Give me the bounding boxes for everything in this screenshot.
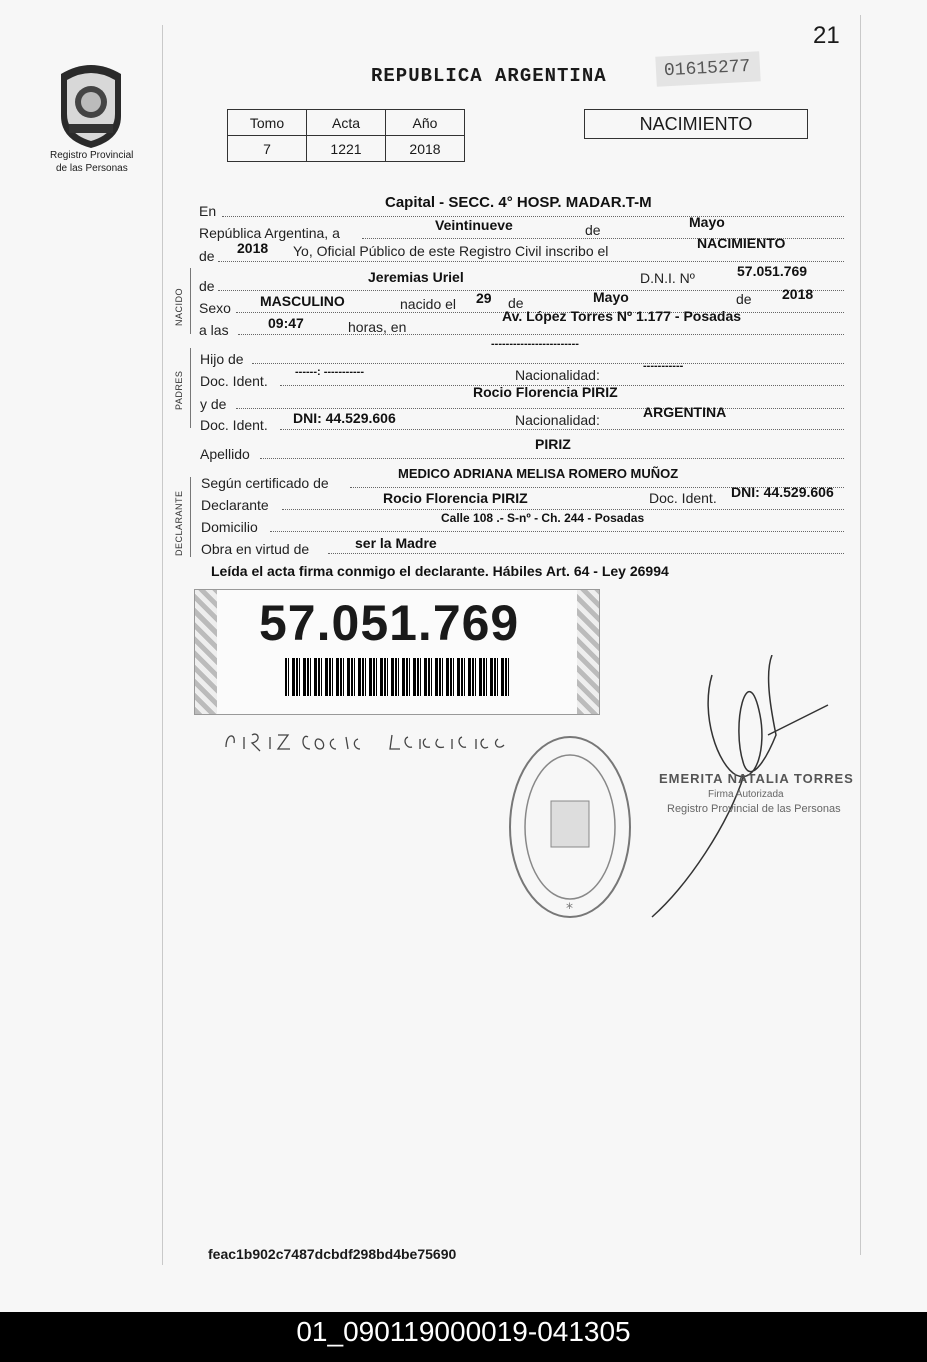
document-hash: feac1b902c7487dcbdf298bd4be75690 <box>208 1246 457 1262</box>
declarante-side-label: DECLARANTE <box>174 490 184 556</box>
nacido-el-label: nacido el <box>400 296 457 312</box>
day-value: Veintinueve <box>435 217 513 233</box>
declarante-doc: DNI: 44.529.606 <box>731 484 834 500</box>
certificado-label: Según certificado de <box>201 475 329 491</box>
obra-value: ser la Madre <box>355 535 437 551</box>
acta-header: Acta <box>307 110 386 136</box>
mother-name: Rocio Florencia PIRIZ <box>473 384 618 400</box>
right-margin-line <box>860 15 861 1255</box>
serial-stamp <box>655 51 760 86</box>
child-name: Jeremias Uriel <box>368 269 464 285</box>
de-label-2: de <box>508 295 524 311</box>
mother-nationality: ARGENTINA <box>643 404 727 420</box>
birth-time: 09:47 <box>268 315 304 331</box>
declarante-name: Rocio Florencia PIRIZ <box>383 490 528 506</box>
doc-ident-label: Doc. Ident. <box>200 373 268 389</box>
de-label: de <box>585 222 601 238</box>
domicilio-label: Domicilio <box>201 519 258 535</box>
official-name: EMERITA NATALIA TORRES <box>659 771 854 786</box>
misiones-logo <box>55 60 127 155</box>
sexo-value: MASCULINO <box>260 293 345 309</box>
father-doc: ------: ----------- <box>295 366 364 378</box>
signature <box>648 655 832 920</box>
book-table <box>227 109 465 162</box>
nacido-side-label: NACIDO <box>174 287 184 326</box>
certificado-value: MEDICO ADRIANA MELISA ROMERO MUÑOZ <box>398 466 679 481</box>
padres-side-label: PADRES <box>174 370 184 410</box>
left-margin-line <box>162 25 163 1265</box>
hijo-label: Hijo de <box>200 351 244 367</box>
yde-label: y de <box>200 396 227 412</box>
anio-value: 2018 <box>386 136 465 162</box>
oficial-text: Yo, Oficial Público de este Registro Civil inscribo el <box>293 243 609 259</box>
closing-statement: Leída el acta firma conmigo el declarante. Hábiles Art. 64 - Ley 26994 <box>211 563 669 579</box>
barcode <box>285 658 509 696</box>
birth-place: Av. López Torres Nº 1.177 - Posadas <box>502 308 742 324</box>
horas-label: horas, en <box>348 319 407 335</box>
en-label: En <box>199 203 217 219</box>
month-value: Mayo <box>689 214 725 230</box>
svg-text:*: * <box>566 901 573 917</box>
mother-doc: DNI: 44.529.606 <box>293 410 396 426</box>
official-role: Firma Autorizada <box>708 789 784 800</box>
birth-year: 2018 <box>782 286 814 302</box>
de-label-3: de <box>736 291 752 307</box>
place-value: Capital - SECC. 4° HOSP. MADAR.T-M <box>385 194 652 211</box>
page-number: 21 <box>813 22 840 49</box>
sticker-number: 57.051.769 <box>259 595 520 651</box>
document-title: REPUBLICA ARGENTINA <box>371 65 607 87</box>
de2-label: de <box>199 248 215 264</box>
registry-name-2: de las Personas <box>56 163 128 174</box>
apellido-value: PIRIZ <box>535 436 571 452</box>
footer-code: 01_090119000019-041305 <box>0 1312 927 1362</box>
doc-ident-label-2: Doc. Ident. <box>200 417 268 433</box>
domicilio-value: Calle 108 .- S-nº - Ch. 244 - Posadas <box>441 511 645 525</box>
dni-label: D.N.I. Nº <box>640 270 695 286</box>
anio-header: Año <box>386 110 465 136</box>
nacionalidad-label-2: Nacionalidad: <box>515 412 600 428</box>
registry-name-1: Registro Provincial <box>50 150 134 161</box>
alas-label: a las <box>199 322 229 338</box>
official-org: Registro Provincial de las Personas <box>667 803 841 815</box>
id-sticker <box>194 589 600 715</box>
birth-month: Mayo <box>593 289 629 305</box>
obra-label: Obra en virtud de <box>201 541 310 557</box>
acta-value: 1221 <box>307 136 386 162</box>
serial-number: 01615277 <box>663 56 751 82</box>
sexo-label: Sexo <box>199 300 231 316</box>
inscribe-type: NACIMIENTO <box>697 235 786 251</box>
father-nationality: ----------- <box>643 360 684 372</box>
republica-label: República Argentina, a <box>199 225 340 241</box>
declarante-label: Declarante <box>201 497 269 513</box>
apellido-label: Apellido <box>200 446 250 462</box>
decl-doc-label: Doc. Ident. <box>649 490 717 506</box>
act-type-box: NACIMIENTO <box>584 109 808 139</box>
birth-day: 29 <box>476 290 492 306</box>
father-name: ------------------------ <box>491 338 579 350</box>
tomo-value: 7 <box>228 136 307 162</box>
nacido-de-label: de <box>199 278 215 294</box>
tomo-header: Tomo <box>228 110 307 136</box>
handwritten-name <box>222 725 534 764</box>
nacionalidad-label: Nacionalidad: <box>515 367 600 383</box>
year-value: 2018 <box>237 240 269 256</box>
child-dni: 57.051.769 <box>737 263 808 279</box>
official-stamp <box>506 733 634 921</box>
